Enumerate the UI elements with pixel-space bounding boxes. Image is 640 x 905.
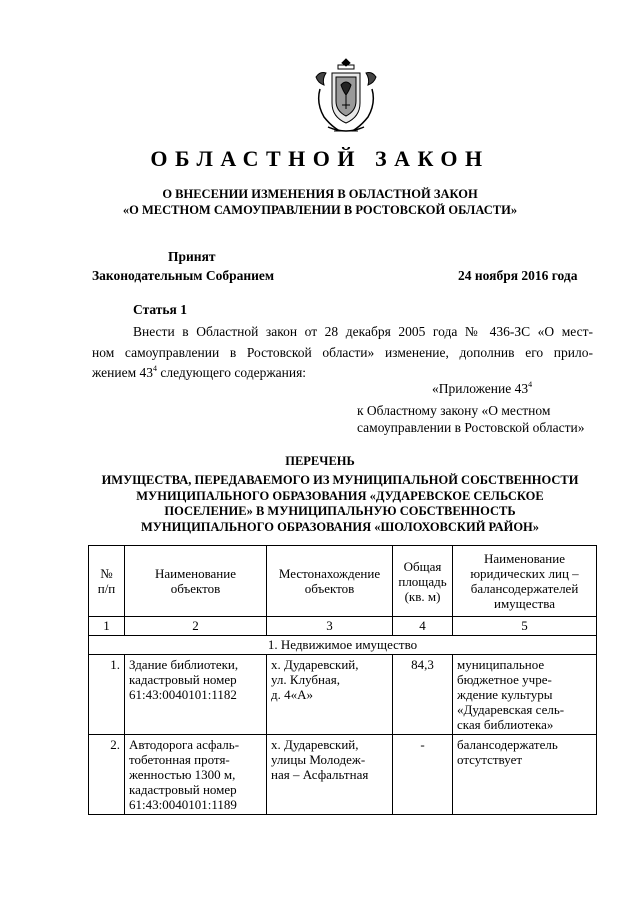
column-number: 4 — [393, 617, 453, 636]
table-header-row — [89, 546, 597, 617]
object-name: Автодорога асфаль- тобетонная протя- женностью 1300 м, кадастровый номер 61:43:0040101:1189 — [125, 735, 267, 815]
table-row — [89, 655, 597, 735]
section-row — [89, 636, 597, 655]
law-subtitle-line: О ВНЕСЕНИИ ИЗМЕНЕНИЯ В ОБЛАСТНОЙ ЗАКОН — [162, 187, 478, 201]
header-area: Общая площадь (кв. м) — [393, 546, 453, 617]
list-subtitle — [80, 473, 600, 535]
row-index: 2. — [89, 735, 125, 815]
list-subtitle-line: МУНИЦИПАЛЬНОГО ОБРАЗОВАНИЯ «ШОЛОХОВСКИЙ РАЙОН» — [140, 519, 540, 534]
list-subtitle-line: ПОСЕЛЕНИЕ» В МУНИЦИПАЛЬНУЮ СОБСТВЕННОСТЬ — [164, 504, 516, 518]
header-holder: Наименование юридических лиц – балансодержателей имущества — [453, 546, 597, 617]
list-subtitle-line: МУНИЦИПАЛЬНОГО ОБРАЗОВАНИЯ «ДУДАРЕВСКОЕ СЕЛЬСКОЕ — [136, 488, 544, 503]
column-number: 5 — [453, 617, 597, 636]
section-title: 1. Недвижимое имущество — [89, 636, 597, 655]
list-title: ПЕРЕЧЕНЬ — [285, 454, 355, 468]
column-number: 2 — [125, 617, 267, 636]
object-holder: балансодержатель отсутствует — [453, 735, 597, 815]
legislative-assembly: Законодательным Собранием — [92, 268, 275, 283]
header-name: Наименование объектов — [125, 546, 267, 617]
coat-of-arms-emblem — [310, 55, 382, 137]
header-number: № п/п — [89, 546, 125, 617]
appendix-label: «Приложение $43^4$ — [432, 380, 533, 396]
article-heading: Статья 1 — [133, 302, 187, 317]
object-area: 84,3 — [393, 655, 453, 735]
law-subtitle — [60, 186, 580, 218]
law-title: ОБЛАСТНОЙ ЗАКОН — [150, 146, 490, 171]
row-index: 1. — [89, 655, 125, 735]
article-text-line: жением $43^4$ следующего содержания: — [92, 364, 307, 380]
property-table — [88, 545, 597, 815]
adoption-date: 24 ноября 2016 года — [458, 268, 578, 283]
article-text — [92, 322, 593, 384]
object-holder: муниципальное бюджетное учре- ждение культуры «Дударевская сель- ская библиотека» — [453, 655, 597, 735]
header-location: Местонахождение объектов — [267, 546, 393, 617]
article-text-line: ном самоуправлении в Ростовской области» изменение, дополнив его прило- — [92, 344, 593, 360]
article-text-line: Внести в Областной закон от 28 декабря 2005 года № 436-ЗС «О мест- — [133, 324, 593, 339]
object-location: х. Дударевский, улицы Молодеж- ная – Асфальтная — [267, 735, 393, 815]
table-row — [89, 735, 597, 815]
coat-of-arms-icon — [310, 55, 382, 137]
column-numbers-row — [89, 617, 597, 636]
list-subtitle-line: ИМУЩЕСТВА, ПЕРЕДАВАЕМОГО ИЗ МУНИЦИПАЛЬНОЙ СОБСТВЕННОСТИ — [101, 473, 579, 487]
appendix-reference-line: самоуправлении в Ростовской области» — [357, 420, 585, 435]
law-subtitle-line: «О МЕСТНОМ САМОУПРАВЛЕНИИ В РОСТОВСКОЙ ОБЛАСТИ» — [122, 203, 518, 217]
column-number: 1 — [89, 617, 125, 636]
object-area: - — [393, 735, 453, 815]
object-name: Здание библиотеки, кадастровый номер 61:43:0040101:1182 — [125, 655, 267, 735]
object-location: х. Дударевский, ул. Клубная, д. 4«А» — [267, 655, 393, 735]
accepted-label: Принят — [168, 249, 216, 264]
appendix-reference — [357, 402, 584, 436]
appendix-reference-line: к Областному закону «О местном — [357, 403, 551, 418]
column-number: 3 — [267, 617, 393, 636]
